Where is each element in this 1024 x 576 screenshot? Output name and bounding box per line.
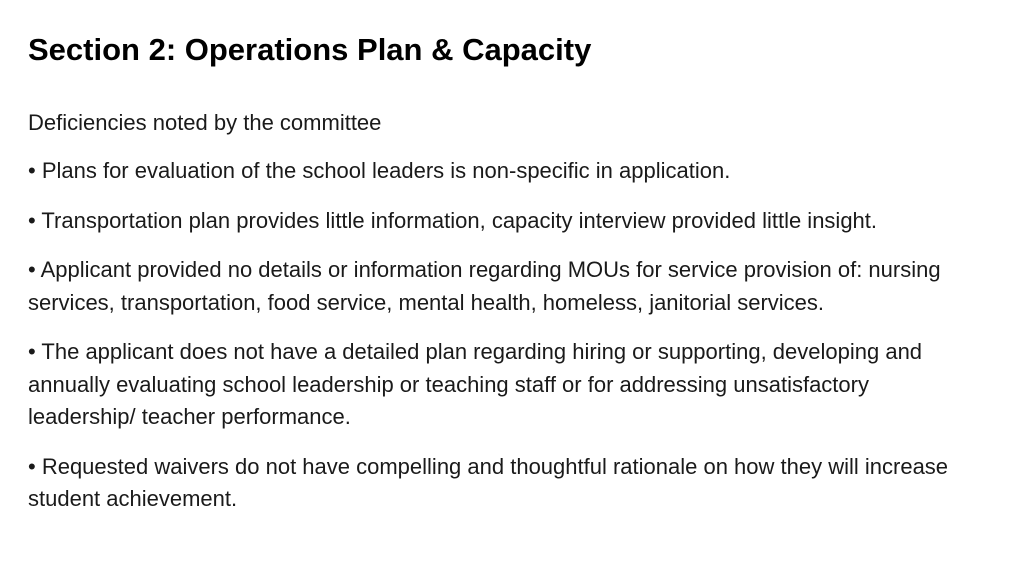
deficiency-item-staffing: • The applicant does not have a detailed plan regarding hiring or supporting, developing and annually evaluating school leadership or teaching staff or for addressing unsatisfactory leadership/ teacher performance. [28,339,923,429]
deficiency-item-waivers: • Requested waivers do not have compelling and thoughtful rationale on how they will increase student achievement. [28,453,949,511]
deficiency-item-evaluation: • Plans for evaluation of the school leaders is non-specific in application. [28,158,731,183]
slide-content [28,107,968,533]
deficiency-item-transportation: • Transportation plan provides little information, capacity interview provided little insight. [28,207,878,233]
slide-subtitle: Deficiencies noted by the committee [28,110,382,135]
deficiency-list [28,155,968,516]
deficiency-item-mous: • Applicant provided no details or information regarding MOUs for service provision of: nursing services, transportation, food service, mental health, homeless, janitorial services. [28,257,941,315]
slide-title: Section 2: Operations Plan & Capacity [28,32,592,67]
